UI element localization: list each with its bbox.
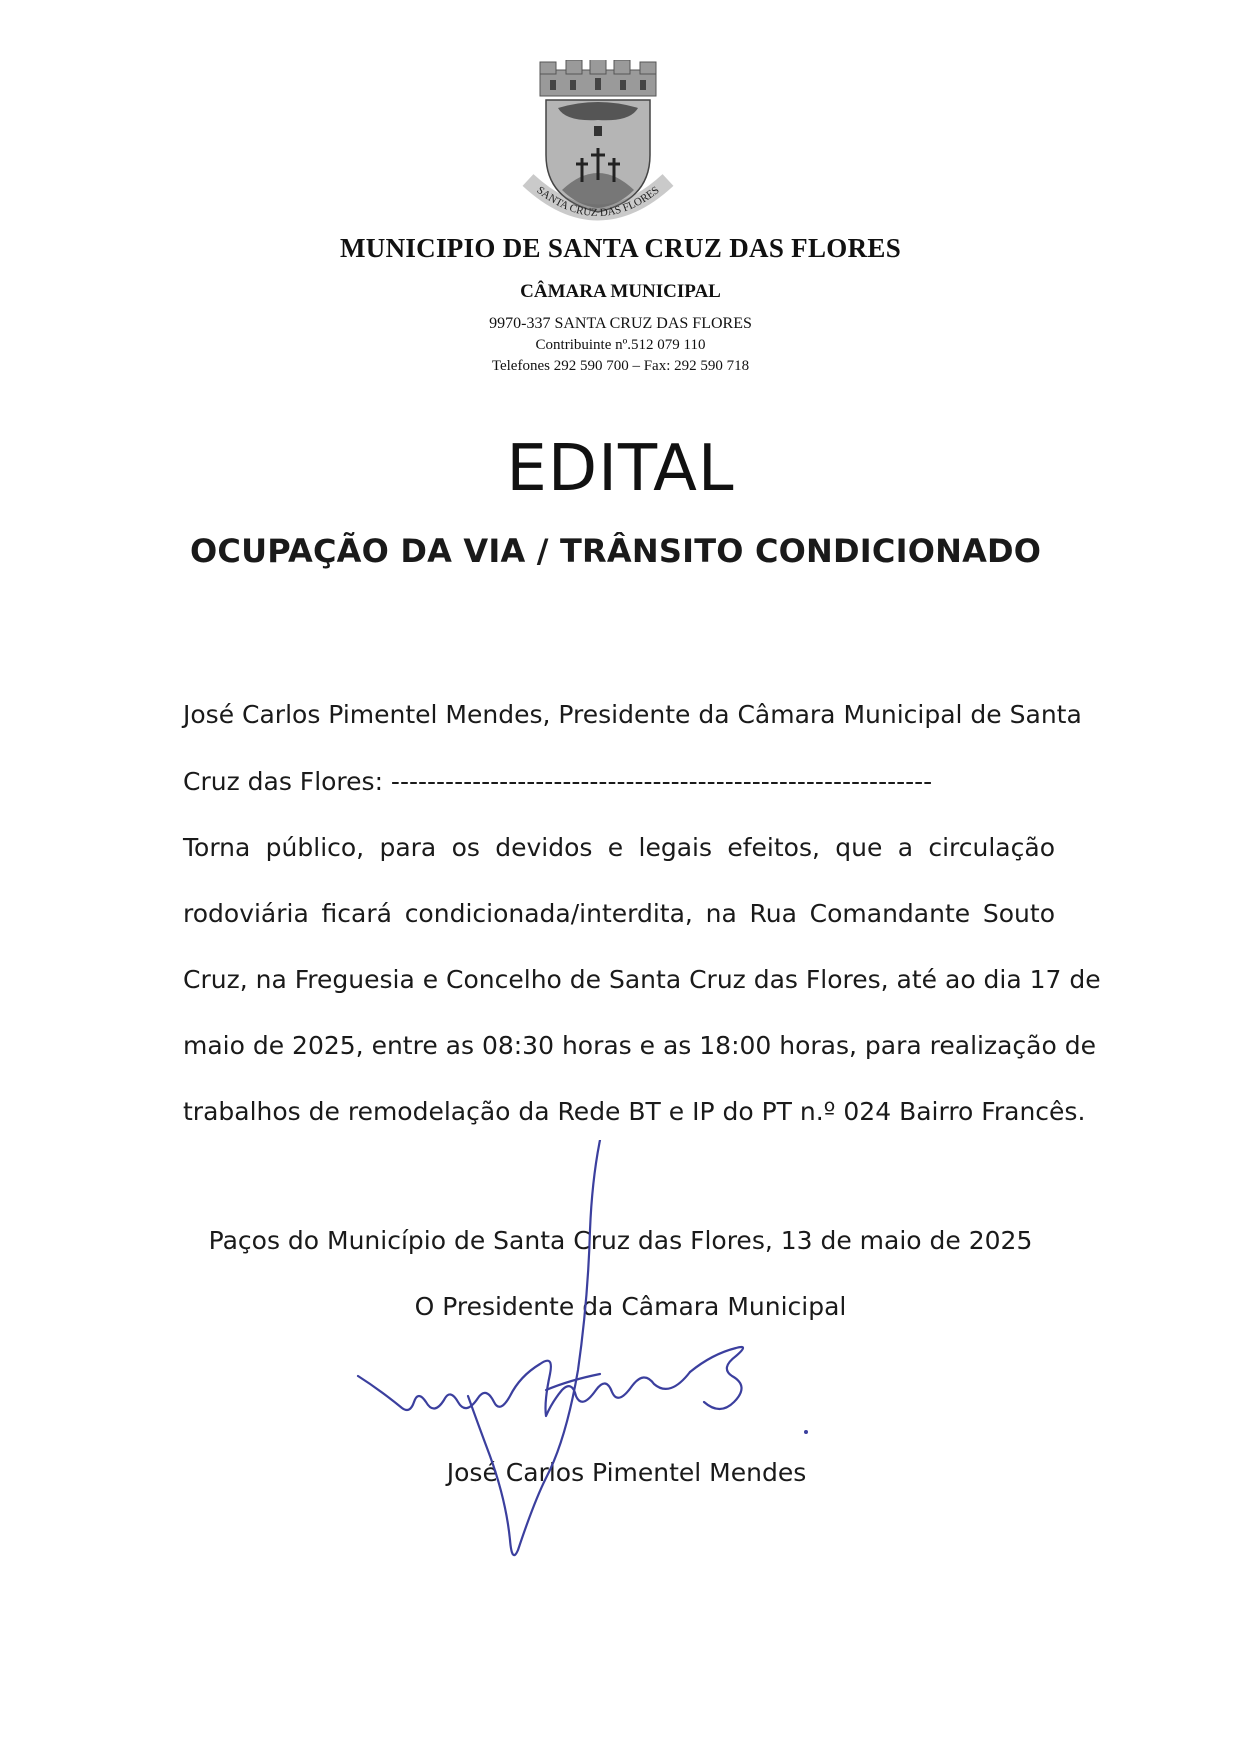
body-line-6: maio de 2025, entre as 08:30 horas e as 18:00 horas, para realização de xyxy=(183,1031,1096,1060)
signatory-role: O Presidente da Câmara Municipal xyxy=(414,1292,847,1321)
coat-of-arms-logo xyxy=(518,60,678,230)
body-line-2: Cruz das Flores: ------------------------------------------------------------ xyxy=(183,767,933,796)
municipality-name: MUNICIPIO DE SANTA CRUZ DAS FLORES xyxy=(339,233,902,263)
document-subtitle: OCUPAÇÃO DA VIA / TRÂNSITO CONDICIONADO xyxy=(190,532,1042,570)
body-line-4: rodoviária ficará condicionada/interdita, na Rua Comandante Souto xyxy=(183,899,1055,928)
taxpayer-line: Contribuinte nº.512 079 110 xyxy=(535,337,706,353)
body-line-5: Cruz, na Freguesia e Concelho de Santa Cruz das Flores, até ao dia 17 de xyxy=(183,965,1101,994)
address-line: 9970-337 SANTA CRUZ DAS FLORES xyxy=(489,315,752,332)
document-title: EDITAL xyxy=(506,432,735,506)
place-date: Paços do Município de Santa Cruz das Flores, 13 de maio de 2025 xyxy=(208,1226,1033,1255)
chamber-name: CÂMARA MUNICIPAL xyxy=(520,281,721,302)
body-line-7: trabalhos de remodelação da Rede BT e IP do PT n.º 024 Bairro Francês. xyxy=(183,1097,1086,1126)
body-line-1: José Carlos Pimentel Mendes, Presidente da Câmara Municipal de Santa xyxy=(183,700,1082,729)
phones-line: Telefones 292 590 700 – Fax: 292 590 718 xyxy=(491,358,750,374)
body-line-3: Torna público, para os devidos e legais efeitos, que a circulação xyxy=(183,833,1055,862)
crest-banner-text: SANTA CRUZ DAS FLORES xyxy=(534,184,662,220)
signatory-name: José Carlos Pimentel Mendes xyxy=(446,1458,807,1487)
handwritten-signature xyxy=(340,1140,860,1580)
